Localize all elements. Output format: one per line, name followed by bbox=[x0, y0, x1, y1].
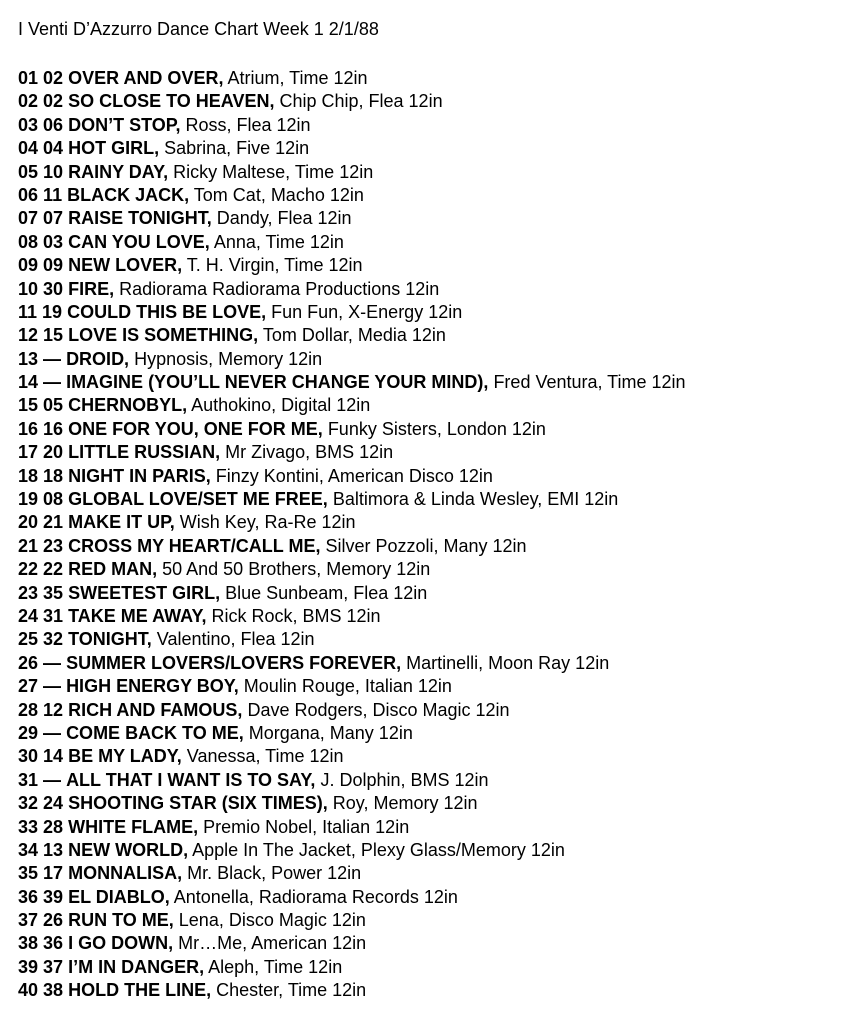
entry-previous-position: — bbox=[43, 769, 62, 790]
entry-position: 36 bbox=[18, 886, 39, 907]
entry-previous-position: 13 bbox=[43, 839, 64, 860]
entry-position: 03 bbox=[18, 114, 39, 135]
entry-song-title: DON’T STOP, bbox=[68, 114, 181, 135]
entry-song-title: COME BACK TO ME, bbox=[66, 722, 244, 743]
chart-entry bbox=[18, 231, 844, 254]
entry-position: 27 bbox=[18, 676, 39, 697]
entry-previous-position: 21 bbox=[43, 512, 64, 533]
chart-entry bbox=[18, 207, 844, 230]
entry-artist-label: Aleph, Time 12in bbox=[208, 956, 343, 977]
entry-artist-label: Valentino, Flea 12in bbox=[156, 629, 315, 650]
entry-song-title: HIGH ENERGY BOY, bbox=[66, 676, 239, 697]
entry-position: 24 bbox=[18, 605, 39, 626]
entry-position: 28 bbox=[18, 699, 39, 720]
entry-artist-label: Authokino, Digital 12in bbox=[191, 395, 371, 416]
entry-artist-label: Premio Nobel, Italian 12in bbox=[203, 816, 410, 837]
entry-position: 29 bbox=[18, 722, 39, 743]
chart-entry bbox=[18, 441, 844, 464]
entry-position: 05 bbox=[18, 161, 39, 182]
entry-song-title: SHOOTING STAR (SIX TIMES), bbox=[68, 793, 328, 814]
chart-entry bbox=[18, 769, 844, 792]
entry-artist-label: Fred Ventura, Time 12in bbox=[493, 372, 686, 393]
entry-position: 15 bbox=[18, 395, 39, 416]
entry-artist-label: Finzy Kontini, American Disco 12in bbox=[215, 465, 493, 486]
entry-previous-position: 06 bbox=[43, 114, 64, 135]
entry-song-title: RED MAN, bbox=[68, 559, 158, 580]
entry-previous-position: 39 bbox=[43, 886, 64, 907]
entry-previous-position: 04 bbox=[43, 138, 64, 159]
entry-position: 26 bbox=[18, 652, 39, 673]
chart-entry bbox=[18, 909, 844, 932]
entry-song-title: NEW WORLD, bbox=[68, 839, 189, 860]
entry-previous-position: — bbox=[43, 348, 62, 369]
entry-artist-label: Atrium, Time 12in bbox=[227, 68, 368, 88]
entry-song-title: IMAGINE (YOU’LL NEVER CHANGE YOUR MIND), bbox=[66, 372, 489, 393]
entry-position: 09 bbox=[18, 255, 39, 276]
chart-entry bbox=[18, 254, 844, 277]
entry-position: 10 bbox=[18, 278, 39, 299]
chart-entry bbox=[18, 418, 844, 441]
entry-song-title: GLOBAL LOVE/SET ME FREE, bbox=[68, 489, 328, 510]
entry-position: 40 bbox=[18, 980, 39, 1001]
entry-song-title: TONIGHT, bbox=[68, 629, 152, 650]
entry-previous-position: 22 bbox=[43, 559, 64, 580]
entry-song-title: ALL THAT I WANT IS TO SAY, bbox=[66, 769, 316, 790]
entry-song-title: LITTLE RUSSIAN, bbox=[68, 442, 221, 463]
entry-song-title: RICH AND FAMOUS, bbox=[68, 699, 243, 720]
entry-song-title: ONE FOR YOU, ONE FOR ME, bbox=[68, 418, 323, 439]
entry-song-title: BLACK JACK, bbox=[67, 184, 190, 205]
entry-artist-label: Silver Pozzoli, Many 12in bbox=[325, 535, 527, 556]
entry-previous-position: 09 bbox=[43, 255, 64, 276]
entry-previous-position: 02 bbox=[43, 68, 64, 88]
chart-entry bbox=[18, 582, 844, 605]
entry-position: 11 bbox=[18, 301, 38, 322]
entry-song-title: RAISE TONIGHT, bbox=[68, 208, 212, 229]
chart-entry bbox=[18, 932, 844, 955]
entry-artist-label: Dandy, Flea 12in bbox=[216, 208, 352, 229]
entry-artist-label: Apple In The Jacket, Plexy Glass/Memory 12in bbox=[192, 839, 565, 860]
entry-artist-label: Chester, Time 12in bbox=[216, 980, 367, 1001]
entry-position: 22 bbox=[18, 559, 39, 580]
entry-position: 25 bbox=[18, 629, 39, 650]
entry-artist-label: Ross, Flea 12in bbox=[185, 114, 311, 135]
entry-previous-position: 30 bbox=[43, 278, 64, 299]
entry-previous-position: 16 bbox=[43, 418, 64, 439]
entry-song-title: CAN YOU LOVE, bbox=[68, 231, 210, 252]
chart-entry bbox=[18, 465, 844, 488]
entry-artist-label: Mr. Black, Power 12in bbox=[187, 863, 362, 884]
entry-previous-position: 18 bbox=[43, 465, 64, 486]
entry-previous-position: 02 bbox=[43, 91, 64, 112]
entry-position: 33 bbox=[18, 816, 39, 837]
entry-position: 37 bbox=[18, 910, 39, 931]
entry-position: 32 bbox=[18, 793, 39, 814]
entry-previous-position: 14 bbox=[43, 746, 64, 767]
entry-position: 01 bbox=[18, 68, 39, 88]
chart-entry bbox=[18, 699, 844, 722]
chart-entry bbox=[18, 558, 844, 581]
entry-song-title: CROSS MY HEART/CALL ME, bbox=[68, 535, 321, 556]
entry-position: 02 bbox=[18, 91, 39, 112]
entry-artist-label: 50 And 50 Brothers, Memory 12in bbox=[162, 559, 431, 580]
chart-entry bbox=[18, 394, 844, 417]
entry-song-title: NIGHT IN PARIS, bbox=[68, 465, 211, 486]
entry-position: 14 bbox=[18, 372, 39, 393]
entry-artist-label: Dave Rodgers, Disco Magic 12in bbox=[247, 699, 510, 720]
entry-position: 04 bbox=[18, 138, 39, 159]
entry-artist-label: Rick Rock, BMS 12in bbox=[211, 605, 381, 626]
chart-entry bbox=[18, 161, 844, 184]
chart-entry bbox=[18, 886, 844, 909]
entry-previous-position: 12 bbox=[43, 699, 64, 720]
entry-artist-label: Lena, Disco Magic 12in bbox=[178, 910, 366, 931]
entry-position: 30 bbox=[18, 746, 39, 767]
chart-entry bbox=[18, 348, 844, 371]
entry-position: 21 bbox=[18, 535, 39, 556]
entry-song-title: SWEETEST GIRL, bbox=[68, 582, 221, 603]
chart-entry bbox=[18, 488, 844, 511]
entry-previous-position: 05 bbox=[43, 395, 64, 416]
chart-entry bbox=[18, 278, 844, 301]
chart-entry bbox=[18, 745, 844, 768]
entry-artist-label: Mr Zivago, BMS 12in bbox=[225, 442, 394, 463]
entry-previous-position: 10 bbox=[43, 161, 64, 182]
entry-song-title: RUN TO ME, bbox=[68, 910, 174, 931]
entry-song-title: MONNALISA, bbox=[68, 863, 183, 884]
entry-artist-label: Martinelli, Moon Ray 12in bbox=[406, 652, 610, 673]
chart-entry bbox=[18, 792, 844, 815]
entry-position: 38 bbox=[18, 933, 39, 954]
chart-entry bbox=[18, 184, 844, 207]
chart-entry bbox=[18, 628, 844, 651]
entry-artist-label: Baltimora & Linda Wesley, EMI 12in bbox=[332, 489, 619, 510]
entry-artist-label: Fun Fun, X-Energy 12in bbox=[271, 301, 463, 322]
entry-song-title: SUMMER LOVERS/LOVERS FOREVER, bbox=[66, 652, 402, 673]
entry-song-title: I GO DOWN, bbox=[68, 933, 174, 954]
entry-previous-position: 07 bbox=[43, 208, 64, 229]
chart-entry bbox=[18, 862, 844, 885]
entry-position: 16 bbox=[18, 418, 39, 439]
entry-position: 06 bbox=[18, 184, 39, 205]
entry-previous-position: 31 bbox=[43, 605, 64, 626]
entry-previous-position: 20 bbox=[43, 442, 64, 463]
chart-entry bbox=[18, 511, 844, 534]
entry-artist-label: Radiorama Radiorama Productions 12in bbox=[119, 278, 440, 299]
chart-entry bbox=[18, 675, 844, 698]
entry-artist-label: Hypnosis, Memory 12in bbox=[134, 348, 323, 369]
entry-song-title: COULD THIS BE LOVE, bbox=[67, 301, 267, 322]
entry-previous-position: 36 bbox=[43, 933, 64, 954]
entry-song-title: BE MY LADY, bbox=[68, 746, 182, 767]
entry-song-title: RAINY DAY, bbox=[68, 161, 169, 182]
entry-song-title: CHERNOBYL, bbox=[68, 395, 188, 416]
chart-entry bbox=[18, 722, 844, 745]
entry-artist-label: Anna, Time 12in bbox=[213, 231, 344, 252]
entry-previous-position: 11 bbox=[43, 184, 63, 205]
entry-artist-label: Mr…Me, American 12in bbox=[178, 933, 367, 954]
entry-previous-position: 26 bbox=[43, 910, 64, 931]
entry-artist-label: Funky Sisters, London 12in bbox=[327, 418, 546, 439]
entry-position: 08 bbox=[18, 231, 39, 252]
chart-entry bbox=[18, 114, 844, 137]
entry-song-title: MAKE IT UP, bbox=[68, 512, 175, 533]
entry-artist-label: Ricky Maltese, Time 12in bbox=[173, 161, 374, 182]
entry-position: 12 bbox=[18, 325, 39, 346]
chart-entry bbox=[18, 605, 844, 628]
chart-entry bbox=[18, 535, 844, 558]
entry-song-title: HOT GIRL, bbox=[68, 138, 160, 159]
entry-previous-position: 35 bbox=[43, 582, 64, 603]
entry-previous-position: 28 bbox=[43, 816, 64, 837]
document-page bbox=[18, 17, 844, 1003]
entry-position: 18 bbox=[18, 465, 39, 486]
entry-song-title: EL DIABLO, bbox=[68, 886, 170, 907]
entry-song-title: SO CLOSE TO HEAVEN, bbox=[68, 91, 275, 112]
entry-artist-label: J. Dolphin, BMS 12in bbox=[320, 769, 489, 790]
entry-previous-position: — bbox=[43, 722, 62, 743]
chart-entry bbox=[18, 652, 844, 675]
entry-song-title: WHITE FLAME, bbox=[68, 816, 199, 837]
chart-entry bbox=[18, 371, 844, 394]
entry-previous-position: 08 bbox=[43, 489, 64, 510]
entry-position: 23 bbox=[18, 582, 39, 603]
entry-previous-position: 38 bbox=[43, 980, 64, 1001]
entry-song-title: NEW LOVER, bbox=[68, 255, 183, 276]
entry-artist-label: Chip Chip, Flea 12in bbox=[279, 91, 443, 112]
entry-position: 34 bbox=[18, 839, 39, 860]
chart-entry bbox=[18, 67, 844, 90]
entry-song-title: OVER AND OVER, bbox=[68, 68, 224, 88]
entry-previous-position: — bbox=[43, 652, 62, 673]
entry-song-title: I’M IN DANGER, bbox=[68, 956, 205, 977]
page-title: I Venti D’Azzurro Dance Chart Week 1 2/1/88 bbox=[18, 19, 379, 39]
entry-artist-label: Wish Key, Ra-Re 12in bbox=[179, 512, 356, 533]
entry-artist-label: Morgana, Many 12in bbox=[248, 722, 413, 743]
entry-artist-label: Sabrina, Five 12in bbox=[164, 138, 310, 159]
entry-artist-label: Roy, Memory 12in bbox=[332, 793, 478, 814]
chart-entry bbox=[18, 816, 844, 839]
entry-previous-position: 24 bbox=[43, 793, 64, 814]
chart-list bbox=[18, 67, 844, 1003]
chart-entry bbox=[18, 979, 844, 1002]
entry-song-title: FIRE, bbox=[68, 278, 115, 299]
entry-position: 31 bbox=[18, 769, 39, 790]
entry-previous-position: 32 bbox=[43, 629, 64, 650]
entry-position: 19 bbox=[18, 489, 39, 510]
entry-position: 39 bbox=[18, 956, 39, 977]
entry-artist-label: Vanessa, Time 12in bbox=[186, 746, 344, 767]
entry-previous-position: 03 bbox=[43, 231, 64, 252]
chart-entry bbox=[18, 301, 844, 324]
entry-artist-label: Blue Sunbeam, Flea 12in bbox=[225, 582, 428, 603]
chart-entry bbox=[18, 324, 844, 347]
entry-previous-position: — bbox=[43, 372, 62, 393]
entry-song-title: HOLD THE LINE, bbox=[68, 980, 212, 1001]
entry-previous-position: — bbox=[43, 676, 62, 697]
entry-previous-position: 19 bbox=[42, 301, 63, 322]
entry-previous-position: 15 bbox=[43, 325, 64, 346]
entry-artist-label: Tom Dollar, Media 12in bbox=[262, 325, 446, 346]
entry-position: 17 bbox=[18, 442, 39, 463]
chart-entry bbox=[18, 839, 844, 862]
entry-position: 35 bbox=[18, 863, 39, 884]
entry-previous-position: 37 bbox=[43, 956, 64, 977]
chart-entry bbox=[18, 956, 844, 979]
entry-position: 13 bbox=[18, 348, 39, 369]
entry-artist-label: Moulin Rouge, Italian 12in bbox=[243, 676, 452, 697]
entry-artist-label: T. H. Virgin, Time 12in bbox=[186, 255, 363, 276]
entry-position: 20 bbox=[18, 512, 39, 533]
entry-song-title: TAKE ME AWAY, bbox=[68, 605, 207, 626]
chart-entry bbox=[18, 137, 844, 160]
entry-song-title: DROID, bbox=[66, 348, 130, 369]
entry-previous-position: 23 bbox=[43, 535, 64, 556]
entry-previous-position: 17 bbox=[43, 863, 64, 884]
chart-entry bbox=[18, 90, 844, 113]
entry-artist-label: Antonella, Radiorama Records 12in bbox=[173, 886, 458, 907]
entry-song-title: LOVE IS SOMETHING, bbox=[68, 325, 259, 346]
entry-position: 07 bbox=[18, 208, 39, 229]
entry-artist-label: Tom Cat, Macho 12in bbox=[193, 184, 364, 205]
